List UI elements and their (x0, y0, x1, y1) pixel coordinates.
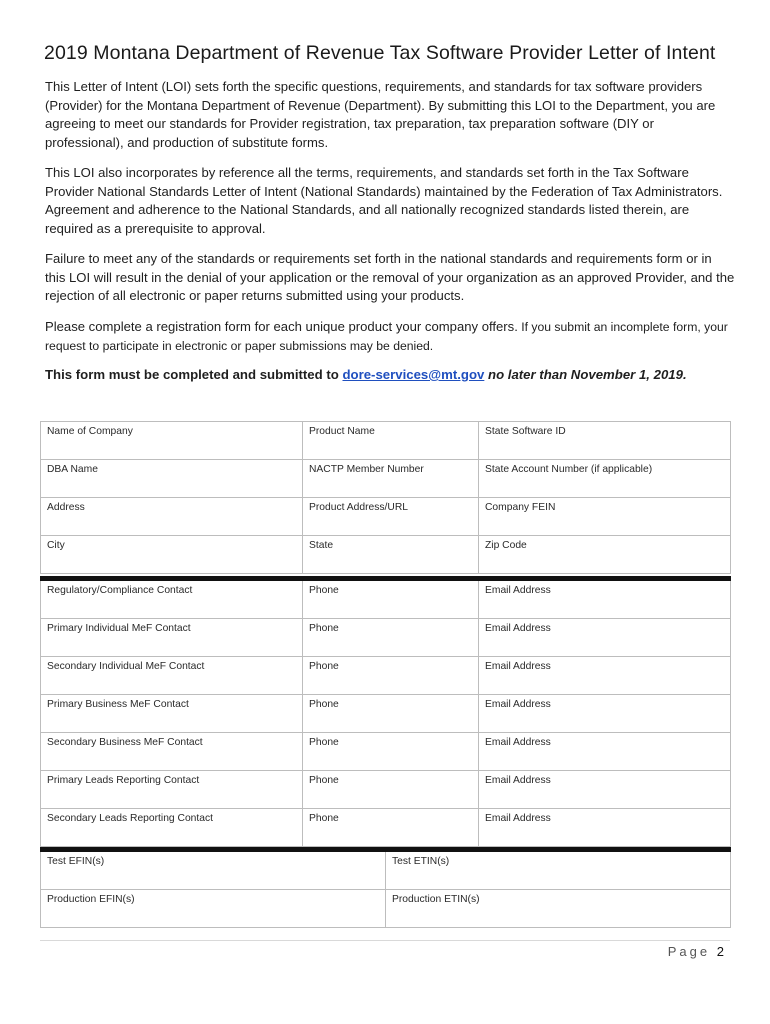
form-field-cell[interactable]: Email Address (479, 695, 731, 733)
form-field-cell[interactable]: Phone (303, 809, 479, 847)
table-row (41, 536, 731, 574)
deadline-prefix: This form must be completed and submitted to (45, 367, 343, 382)
table-row (41, 460, 731, 498)
table-row (41, 771, 731, 809)
form-field-cell[interactable]: Email Address (479, 809, 731, 847)
page-number-value: 2 (716, 944, 724, 959)
form-field-cell[interactable]: Zip Code (479, 536, 731, 574)
form-field-cell[interactable]: Address (41, 498, 303, 536)
form-field-cell[interactable]: State Software ID (479, 422, 731, 460)
table-row (41, 850, 731, 890)
page-title: 2019 Montana Department of Revenue Tax Software Provider Letter of Intent (44, 42, 716, 64)
intro-paragraph: This Letter of Intent (LOI) sets forth the specific questions, requirements, and standards for tax software providers (Provider) for the Montana Department of Revenue (Department). By submitting this LOI to the Department, you are agreeing to meet our standards for Provider registration, tax preparation, tax preparation software (DIY or professional), and production of substitute forms. (45, 79, 716, 150)
table-row (41, 809, 731, 847)
table-row (41, 695, 731, 733)
form-field-cell[interactable]: State Account Number (if applicable) (479, 460, 731, 498)
form-field-cell[interactable]: Phone (303, 579, 479, 619)
form-field-cell[interactable]: Phone (303, 733, 479, 771)
form-field-cell[interactable]: DBA Name (41, 460, 303, 498)
form-field-cell[interactable]: Regulatory/Compliance Contact (41, 579, 303, 619)
failure-paragraph: Failure to meet any of the standards or requirements set forth in the national standards and requirements form or in this LOI will result in the denial of your application or the removal of your organization as an approved Provider, and the rejection of all electronic or paper returns submitted using your products. (45, 251, 735, 304)
form-field-cell[interactable]: Email Address (479, 619, 731, 657)
footer-divider (40, 940, 730, 941)
form-field-cell[interactable]: Product Name (303, 422, 479, 460)
company-info-table (40, 421, 731, 574)
national-standards-paragraph: This LOI also incorporates by reference all the terms, requirements, and standards set forth in the Tax Software Provider National Standards Letter of Intent (National Standards) maintained by the Federation of Tax Administrators. Agreement and adherence to the National Standards, and all nationally recognized standards listed therein, are required as a prerequisite to approval. (45, 165, 723, 236)
form-field-cell[interactable]: Phone (303, 657, 479, 695)
form-field-cell[interactable]: State (303, 536, 479, 574)
form-field-cell[interactable]: Phone (303, 619, 479, 657)
form-field-cell[interactable]: Production EFIN(s) (41, 890, 386, 928)
page-number (668, 944, 724, 959)
form-field-cell[interactable]: Company FEIN (479, 498, 731, 536)
table-row (41, 733, 731, 771)
form-field-cell[interactable]: Test ETIN(s) (386, 850, 731, 890)
form-field-cell[interactable]: Secondary Leads Reporting Contact (41, 809, 303, 847)
form-field-cell[interactable]: Primary Individual MeF Contact (41, 619, 303, 657)
table-row (41, 498, 731, 536)
form-field-cell[interactable]: Phone (303, 771, 479, 809)
contacts-table (40, 576, 731, 847)
form-field-cell[interactable]: Phone (303, 695, 479, 733)
table-row (41, 657, 731, 695)
form-field-cell[interactable]: Production ETIN(s) (386, 890, 731, 928)
table-row (41, 619, 731, 657)
email-link[interactable]: dore-services@mt.gov (342, 367, 485, 382)
form-field-cell[interactable]: Name of Company (41, 422, 303, 460)
form-field-cell[interactable]: Product Address/URL (303, 498, 479, 536)
page-label: Page (667, 944, 711, 959)
form-field-cell[interactable]: Secondary Business MeF Contact (41, 733, 303, 771)
instructions-text: Please complete a registration form for each unique product your company offers. (45, 319, 518, 334)
instructions-note: If you submit an incomplete form, your request to participate in electronic or paper submissions may be denied. (45, 320, 728, 353)
form-field-cell[interactable]: NACTP Member Number (303, 460, 479, 498)
table-row (41, 890, 731, 928)
instructions-paragraph (45, 318, 735, 355)
form-field-cell[interactable]: City (41, 536, 303, 574)
form-field-cell[interactable]: Email Address (479, 733, 731, 771)
form-field-cell[interactable]: Test EFIN(s) (41, 850, 386, 890)
form-field-cell[interactable]: Email Address (479, 657, 731, 695)
efin-etin-table (40, 847, 731, 928)
form-field-cell[interactable]: Primary Leads Reporting Contact (41, 771, 303, 809)
form-field-cell[interactable]: Email Address (479, 579, 731, 619)
deadline-date: no later than November 1, 2019. (484, 367, 687, 382)
deadline-notice (45, 366, 735, 385)
table-row (41, 422, 731, 460)
form-field-cell[interactable]: Email Address (479, 771, 731, 809)
form-field-cell[interactable]: Secondary Individual MeF Contact (41, 657, 303, 695)
form-field-cell[interactable]: Primary Business MeF Contact (41, 695, 303, 733)
table-row (41, 579, 731, 619)
